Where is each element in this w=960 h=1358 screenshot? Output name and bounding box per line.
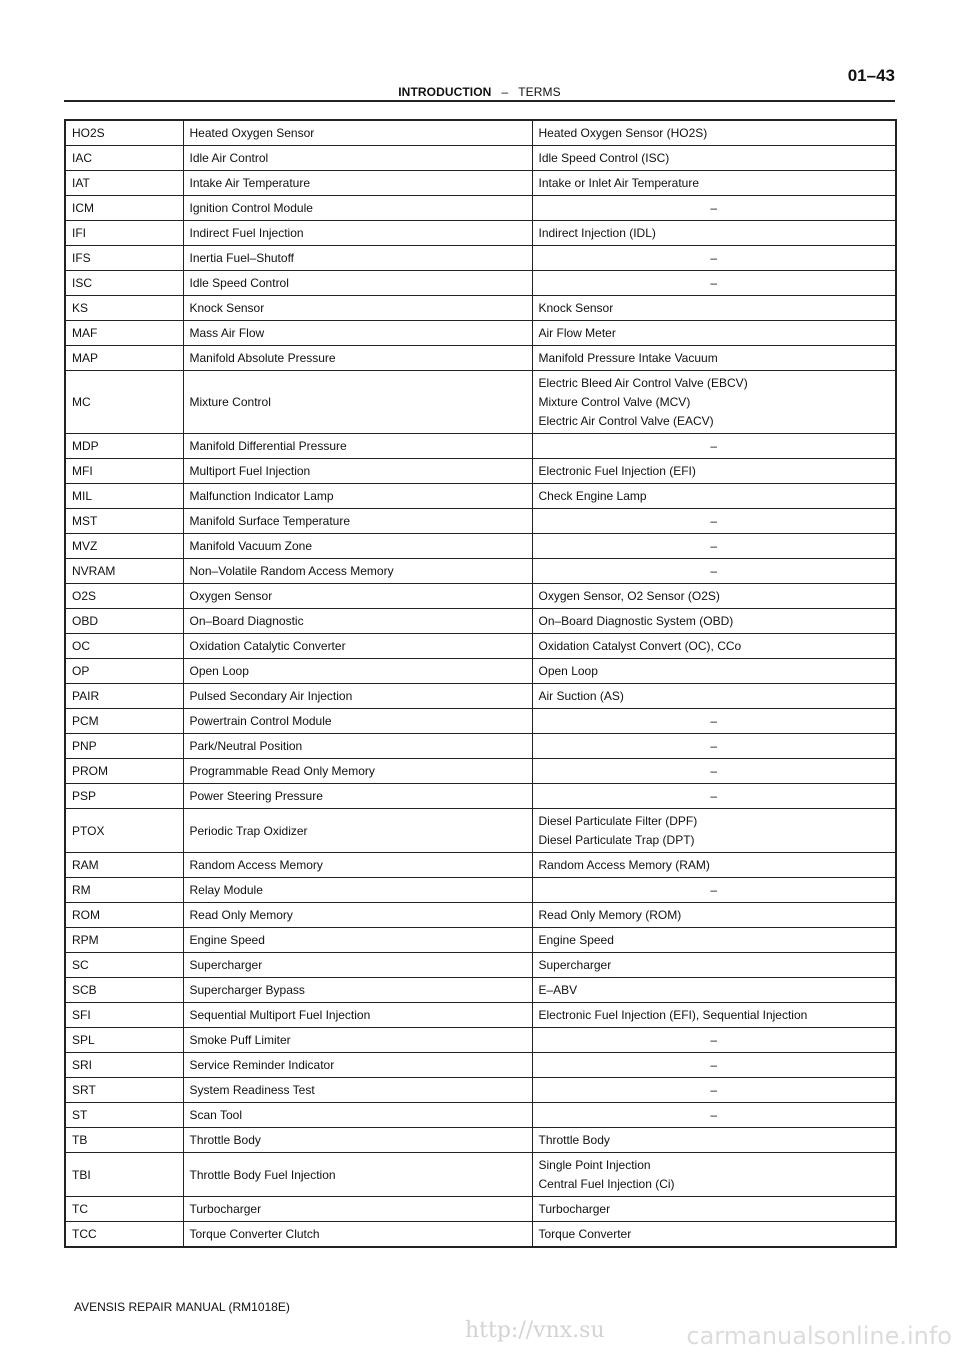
- toyota-term-line: Read Only Memory (ROM): [538, 908, 682, 922]
- sae-term-cell: On–Board Diagnostic: [183, 609, 532, 634]
- table-row: [65, 171, 896, 196]
- toyota-term-cell: [532, 1128, 896, 1153]
- abbreviation-cell: SC: [65, 953, 183, 978]
- abbreviation-cell: RM: [65, 878, 183, 903]
- sae-term-cell: Torque Converter Clutch: [183, 1222, 532, 1248]
- abbreviation-cell: OP: [65, 659, 183, 684]
- abbreviation-cell: MST: [65, 509, 183, 534]
- toyota-term-cell: [532, 1153, 896, 1197]
- sae-term-cell: Scan Tool: [183, 1103, 532, 1128]
- toyota-term-cell: [532, 928, 896, 953]
- table-row: [65, 734, 896, 759]
- page-number: 01–43: [847, 66, 895, 85]
- abbreviation-cell: IFS: [65, 246, 183, 271]
- section-title: INTRODUCTION: [398, 85, 492, 99]
- sae-term-cell: Oxidation Catalytic Converter: [183, 634, 532, 659]
- toyota-term-cell: [532, 171, 896, 196]
- toyota-term-line: –: [710, 539, 718, 553]
- table-row: [65, 321, 896, 346]
- toyota-term-line: Diesel Particulate Trap (DPT): [538, 833, 695, 847]
- toyota-term-line: Torque Converter: [538, 1227, 632, 1241]
- toyota-term-line: Mixture Control Valve (MCV): [538, 395, 691, 409]
- sae-term-cell: Heated Oxygen Sensor: [183, 120, 532, 146]
- toyota-term-cell: [532, 903, 896, 928]
- toyota-term-line: –: [710, 276, 718, 290]
- table-row: [65, 509, 896, 534]
- toyota-term-line: Idle Speed Control (ISC): [538, 151, 670, 165]
- table-row: [65, 120, 896, 146]
- toyota-term-cell: [532, 146, 896, 171]
- toyota-term-cell: [532, 684, 896, 709]
- abbreviation-cell: ISC: [65, 271, 183, 296]
- abbreviation-cell: SRI: [65, 1053, 183, 1078]
- toyota-term-line: Random Access Memory (RAM): [538, 858, 710, 872]
- sae-term-cell: Non–Volatile Random Access Memory: [183, 559, 532, 584]
- abbreviation-cell: SRT: [65, 1078, 183, 1103]
- table-row: [65, 1128, 896, 1153]
- abbreviation-cell: TBI: [65, 1153, 183, 1197]
- abbreviation-cell: MVZ: [65, 534, 183, 559]
- abbreviation-cell: MAF: [65, 321, 183, 346]
- toyota-term-cell: [532, 434, 896, 459]
- toyota-term-cell: [532, 346, 896, 371]
- table-row: [65, 953, 896, 978]
- table-row: [65, 1078, 896, 1103]
- table-row: [65, 346, 896, 371]
- sae-term-cell: Idle Speed Control: [183, 271, 532, 296]
- sae-term-cell: Relay Module: [183, 878, 532, 903]
- abbreviation-cell: IAT: [65, 171, 183, 196]
- terms-table: [64, 119, 897, 1248]
- sae-term-cell: System Readiness Test: [183, 1078, 532, 1103]
- toyota-term-line: On–Board Diagnostic System (OBD): [538, 614, 734, 628]
- toyota-term-cell: [532, 196, 896, 221]
- page-header: [64, 66, 895, 102]
- abbreviation-cell: HO2S: [65, 120, 183, 146]
- toyota-term-cell: [532, 1003, 896, 1028]
- sae-term-cell: Pulsed Secondary Air Injection: [183, 684, 532, 709]
- abbreviation-cell: PCM: [65, 709, 183, 734]
- toyota-term-cell: [532, 584, 896, 609]
- toyota-term-line: Check Engine Lamp: [538, 489, 647, 503]
- toyota-term-line: Air Flow Meter: [538, 326, 616, 340]
- table-row: [65, 784, 896, 809]
- toyota-term-cell: [532, 321, 896, 346]
- toyota-term-line: Manifold Pressure Intake Vacuum: [538, 351, 718, 365]
- table-row: [65, 271, 896, 296]
- sae-term-cell: Manifold Absolute Pressure: [183, 346, 532, 371]
- table-row: [65, 1053, 896, 1078]
- sae-term-cell: Periodic Trap Oxidizer: [183, 809, 532, 853]
- toyota-term-line: Engine Speed: [538, 933, 614, 947]
- header-separator: –: [501, 85, 509, 99]
- sae-term-cell: Inertia Fuel–Shutoff: [183, 246, 532, 271]
- toyota-term-line: Electric Air Control Valve (EACV): [538, 414, 714, 428]
- toyota-term-cell: [532, 534, 896, 559]
- toyota-term-line: –: [710, 1058, 718, 1072]
- toyota-term-line: Turbocharger: [538, 1202, 611, 1216]
- toyota-term-cell: [532, 484, 896, 509]
- toyota-term-line: Diesel Particulate Filter (DPF): [538, 814, 698, 828]
- toyota-term-line: –: [710, 1108, 718, 1122]
- toyota-term-line: Air Suction (AS): [538, 689, 624, 703]
- toyota-term-line: –: [710, 251, 718, 265]
- toyota-term-cell: [532, 1053, 896, 1078]
- table-row: [65, 146, 896, 171]
- table-row: [65, 196, 896, 221]
- terms-table-body: [65, 120, 896, 1247]
- toyota-term-line: –: [710, 1033, 718, 1047]
- toyota-term-cell: [532, 609, 896, 634]
- abbreviation-cell: PNP: [65, 734, 183, 759]
- toyota-term-cell: [532, 1078, 896, 1103]
- toyota-term-line: Knock Sensor: [538, 301, 614, 315]
- toyota-term-line: –: [710, 714, 718, 728]
- toyota-term-cell: [532, 809, 896, 853]
- toyota-term-line: –: [710, 739, 718, 753]
- abbreviation-cell: PAIR: [65, 684, 183, 709]
- table-row: [65, 853, 896, 878]
- table-row: [65, 1028, 896, 1053]
- toyota-term-cell: [532, 221, 896, 246]
- sae-term-cell: Park/Neutral Position: [183, 734, 532, 759]
- sae-term-cell: Indirect Fuel Injection: [183, 221, 532, 246]
- toyota-term-line: Supercharger: [538, 958, 612, 972]
- toyota-term-line: E–ABV: [538, 983, 578, 997]
- toyota-term-line: Electronic Fuel Injection (EFI): [538, 464, 696, 478]
- sae-term-cell: Random Access Memory: [183, 853, 532, 878]
- abbreviation-cell: PSP: [65, 784, 183, 809]
- table-row: [65, 878, 896, 903]
- watermark-site: carmanualsonline.info: [686, 1322, 952, 1350]
- table-row: [65, 246, 896, 271]
- abbreviation-cell: IAC: [65, 146, 183, 171]
- toyota-term-cell: [532, 878, 896, 903]
- abbreviation-cell: TB: [65, 1128, 183, 1153]
- toyota-term-cell: [532, 634, 896, 659]
- toyota-term-line: Open Loop: [538, 664, 598, 678]
- toyota-term-cell: [532, 1028, 896, 1053]
- watermark-url: http://vnx.su: [465, 1318, 605, 1343]
- toyota-term-line: Oxygen Sensor, O2 Sensor (O2S): [538, 589, 720, 603]
- abbreviation-cell: PROM: [65, 759, 183, 784]
- toyota-term-line: –: [710, 564, 718, 578]
- abbreviation-cell: RAM: [65, 853, 183, 878]
- abbreviation-cell: PTOX: [65, 809, 183, 853]
- running-head: [64, 85, 895, 99]
- sae-term-cell: Mixture Control: [183, 371, 532, 434]
- table-row: [65, 609, 896, 634]
- sae-term-cell: Manifold Vacuum Zone: [183, 534, 532, 559]
- toyota-term-line: Throttle Body: [538, 1133, 610, 1147]
- sae-term-cell: Throttle Body: [183, 1128, 532, 1153]
- sae-term-cell: Open Loop: [183, 659, 532, 684]
- toyota-term-cell: [532, 296, 896, 321]
- toyota-term-cell: [532, 509, 896, 534]
- toyota-term-cell: [532, 734, 896, 759]
- table-row: [65, 809, 896, 853]
- toyota-term-line: Electronic Fuel Injection (EFI), Sequential Injection: [538, 1008, 808, 1022]
- sae-term-cell: Supercharger: [183, 953, 532, 978]
- abbreviation-cell: SCB: [65, 978, 183, 1003]
- abbreviation-cell: ROM: [65, 903, 183, 928]
- sae-term-cell: Turbocharger: [183, 1197, 532, 1222]
- sae-term-cell: Oxygen Sensor: [183, 584, 532, 609]
- toyota-term-cell: [532, 784, 896, 809]
- table-row: [65, 559, 896, 584]
- toyota-term-line: –: [710, 514, 718, 528]
- table-row: [65, 978, 896, 1003]
- sae-term-cell: Mass Air Flow: [183, 321, 532, 346]
- table-row: [65, 1153, 896, 1197]
- abbreviation-cell: SFI: [65, 1003, 183, 1028]
- table-row: [65, 709, 896, 734]
- sae-term-cell: Manifold Differential Pressure: [183, 434, 532, 459]
- abbreviation-cell: OBD: [65, 609, 183, 634]
- sae-term-cell: Programmable Read Only Memory: [183, 759, 532, 784]
- toyota-term-cell: [532, 853, 896, 878]
- toyota-term-line: Oxidation Catalyst Convert (OC), CCo: [538, 639, 742, 653]
- abbreviation-cell: ST: [65, 1103, 183, 1128]
- toyota-term-line: –: [710, 439, 718, 453]
- abbreviation-cell: MC: [65, 371, 183, 434]
- toyota-term-cell: [532, 271, 896, 296]
- table-row: [65, 928, 896, 953]
- table-row: [65, 634, 896, 659]
- toyota-term-line: –: [710, 201, 718, 215]
- toyota-term-cell: [532, 559, 896, 584]
- abbreviation-cell: RPM: [65, 928, 183, 953]
- abbreviation-cell: TCC: [65, 1222, 183, 1248]
- table-row: [65, 1222, 896, 1248]
- table-row: [65, 684, 896, 709]
- sae-term-cell: Power Steering Pressure: [183, 784, 532, 809]
- abbreviation-cell: TC: [65, 1197, 183, 1222]
- toyota-term-line: –: [710, 764, 718, 778]
- sae-term-cell: Sequential Multiport Fuel Injection: [183, 1003, 532, 1028]
- toyota-term-line: Heated Oxygen Sensor (HO2S): [538, 126, 708, 140]
- sae-term-cell: Engine Speed: [183, 928, 532, 953]
- table-row: [65, 659, 896, 684]
- table-row: [65, 484, 896, 509]
- toyota-term-cell: [532, 759, 896, 784]
- abbreviation-cell: ICM: [65, 196, 183, 221]
- manual-footer: AVENSIS REPAIR MANUAL (RM1018E): [74, 1300, 290, 1314]
- abbreviation-cell: O2S: [65, 584, 183, 609]
- abbreviation-cell: KS: [65, 296, 183, 321]
- abbreviation-cell: IFI: [65, 221, 183, 246]
- table-row: [65, 371, 896, 434]
- toyota-term-cell: [532, 120, 896, 146]
- toyota-term-cell: [532, 953, 896, 978]
- toyota-term-cell: [532, 709, 896, 734]
- table-row: [65, 584, 896, 609]
- toyota-term-line: Single Point Injection: [538, 1158, 651, 1172]
- toyota-term-line: Intake or Inlet Air Temperature: [538, 176, 700, 190]
- toyota-term-cell: [532, 459, 896, 484]
- abbreviation-cell: NVRAM: [65, 559, 183, 584]
- table-row: [65, 221, 896, 246]
- abbreviation-cell: SPL: [65, 1028, 183, 1053]
- table-row: [65, 903, 896, 928]
- toyota-term-cell: [532, 1197, 896, 1222]
- table-row: [65, 759, 896, 784]
- toyota-term-line: –: [710, 789, 718, 803]
- toyota-term-line: –: [710, 883, 718, 897]
- sae-term-cell: Smoke Puff Limiter: [183, 1028, 532, 1053]
- toyota-term-line: Indirect Injection (IDL): [538, 226, 656, 240]
- sae-term-cell: Read Only Memory: [183, 903, 532, 928]
- table-row: [65, 296, 896, 321]
- table-row: [65, 459, 896, 484]
- sae-term-cell: Supercharger Bypass: [183, 978, 532, 1003]
- sae-term-cell: Throttle Body Fuel Injection: [183, 1153, 532, 1197]
- toyota-term-cell: [532, 246, 896, 271]
- table-row: [65, 534, 896, 559]
- table-row: [65, 1003, 896, 1028]
- toyota-term-cell: [532, 1103, 896, 1128]
- sae-term-cell: Idle Air Control: [183, 146, 532, 171]
- toyota-term-cell: [532, 371, 896, 434]
- abbreviation-cell: MFI: [65, 459, 183, 484]
- table-row: [65, 1103, 896, 1128]
- table-row: [65, 1197, 896, 1222]
- sae-term-cell: Intake Air Temperature: [183, 171, 532, 196]
- toyota-term-cell: [532, 1222, 896, 1248]
- subsection-title: TERMS: [518, 85, 561, 99]
- table-row: [65, 434, 896, 459]
- abbreviation-cell: MDP: [65, 434, 183, 459]
- toyota-term-line: –: [710, 1083, 718, 1097]
- sae-term-cell: Service Reminder Indicator: [183, 1053, 532, 1078]
- toyota-term-cell: [532, 978, 896, 1003]
- sae-term-cell: Malfunction Indicator Lamp: [183, 484, 532, 509]
- toyota-term-line: Central Fuel Injection (Ci): [538, 1177, 675, 1191]
- abbreviation-cell: MAP: [65, 346, 183, 371]
- sae-term-cell: Manifold Surface Temperature: [183, 509, 532, 534]
- toyota-term-line: Electric Bleed Air Control Valve (EBCV): [538, 376, 748, 390]
- toyota-term-cell: [532, 659, 896, 684]
- sae-term-cell: Ignition Control Module: [183, 196, 532, 221]
- sae-term-cell: Knock Sensor: [183, 296, 532, 321]
- abbreviation-cell: OC: [65, 634, 183, 659]
- abbreviation-cell: MIL: [65, 484, 183, 509]
- sae-term-cell: Multiport Fuel Injection: [183, 459, 532, 484]
- sae-term-cell: Powertrain Control Module: [183, 709, 532, 734]
